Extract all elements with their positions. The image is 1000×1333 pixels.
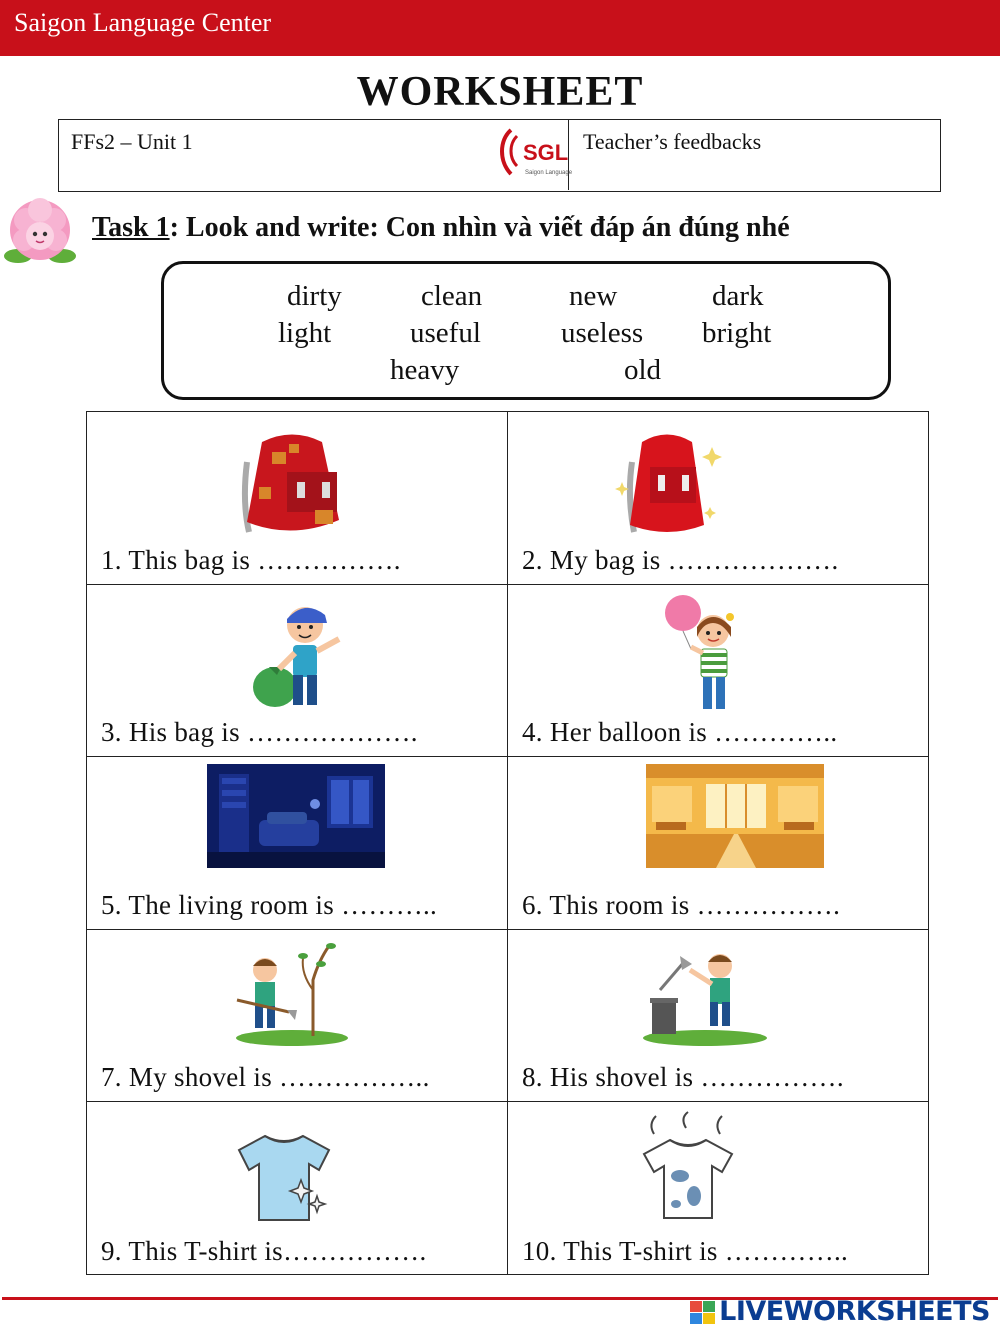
item-caption: 1. This bag is ……………. (101, 544, 401, 575)
word-bank-item: light (278, 317, 332, 349)
center-name: Saigon Language Center (14, 8, 272, 37)
item-caption: 3. His bag is ………………. (101, 717, 418, 747)
word-bank-item: clean (421, 280, 483, 312)
word-bank-item: heavy (390, 354, 460, 386)
item-caption: 5. The living room is ……….. (101, 889, 438, 920)
word-bank-item: new (569, 280, 618, 312)
word-bank-item: dirty (287, 280, 342, 312)
item-caption: 2. My bag is ………………. (522, 544, 839, 575)
girl-balloon-icon (663, 593, 753, 715)
word-bank-item: dark (712, 280, 764, 312)
dirty-tshirt-icon (638, 1114, 738, 1224)
exercise-grid (86, 411, 929, 1275)
bright-room-image (646, 764, 824, 868)
top-banner (0, 0, 1000, 56)
exercise-cell (87, 1102, 508, 1275)
info-table (58, 119, 941, 192)
unit-cell (59, 120, 573, 190)
item-caption: 4. Her balloon is ………….. (522, 717, 838, 747)
logo-subtext: Saigon Language (525, 170, 573, 176)
boy-planting-icon (227, 940, 347, 1050)
word-bank (161, 261, 891, 400)
flower-character-icon (2, 196, 78, 270)
word-bank-item: bright (702, 317, 772, 349)
exercise-cell (508, 585, 929, 758)
exercise-cell (87, 757, 508, 930)
item-caption: 8. His shovel is ……………. (522, 1062, 844, 1092)
exercise-cell (508, 930, 929, 1103)
logo-text: SGL (523, 140, 569, 165)
boy-trash-shovel-icon (640, 940, 770, 1050)
dark-room-image (207, 764, 385, 868)
word-bank-item: useful (410, 317, 481, 349)
exercise-cell (508, 757, 929, 930)
liveworksheets-logo-icon (690, 1301, 716, 1325)
word-bank-item: old (624, 354, 662, 386)
clean-tshirt-icon (237, 1132, 332, 1224)
exercise-cell (87, 585, 508, 758)
item-caption: 7. My shovel is …………….. (101, 1062, 430, 1092)
exercise-cell (87, 930, 508, 1103)
exercise-cell (508, 1102, 929, 1275)
item-caption: 6. This room is ……………. (522, 889, 841, 920)
item-caption: 10. This T-shirt is ………….. (522, 1235, 849, 1266)
liveworksheets-brand: LIVEWORKSHEETS (719, 1296, 990, 1327)
exercise-cell (508, 412, 929, 585)
task-instruction: : Look and write: Con nhìn và viết đáp án đúng nhé (169, 212, 790, 243)
page-title: WORKSHEET (356, 69, 644, 115)
task-heading (92, 212, 790, 244)
boy-heavy-bag-icon (247, 595, 347, 713)
item-caption: 9. This T-shirt is……………. (101, 1235, 427, 1266)
new-bag-icon (612, 427, 722, 537)
task-label: Task 1 (92, 212, 170, 243)
word-bank-item: useless (561, 317, 644, 349)
feedback-label: Teacher’s feedbacks (583, 129, 762, 154)
unit-label: FFs2 – Unit 1 (71, 129, 193, 154)
dirty-bag-icon (227, 432, 357, 537)
sgl-logo-icon (497, 122, 573, 186)
exercise-cell (87, 412, 508, 585)
